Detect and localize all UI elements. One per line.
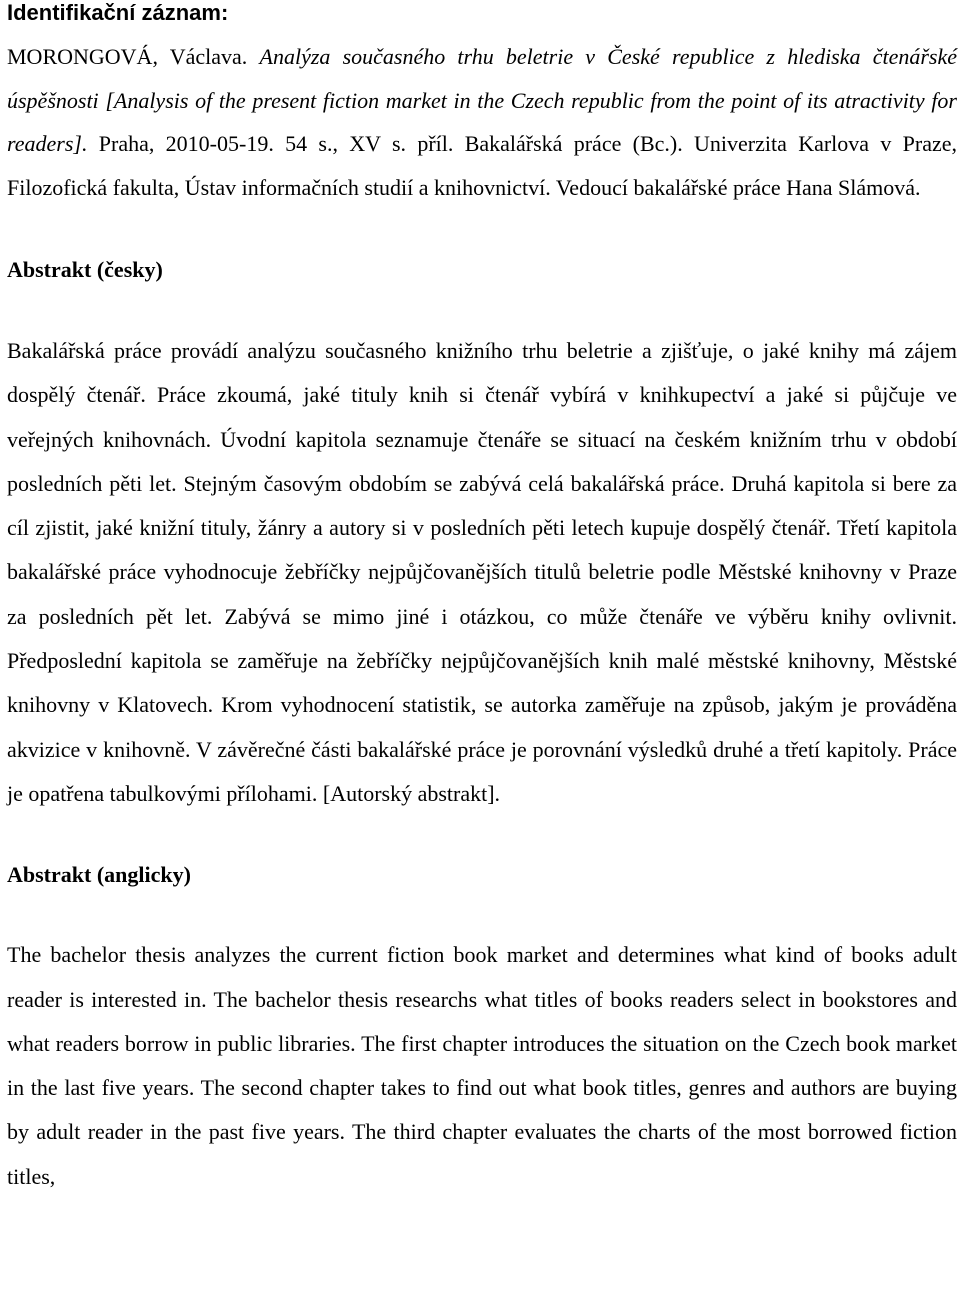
abstract-czech-title: Abstrakt (česky) xyxy=(7,257,163,282)
abstract-english-title: Abstrakt (anglicky) xyxy=(7,862,191,888)
bibliographic-record xyxy=(7,35,957,209)
abstract-english-body: The bachelor thesis analyzes the current fiction book market and determines what kind of books adult reader is interested in. The bachelor thesis researchs what titles of books readers select in bookstores and what readers borrow in public libraries. The first chapter introduces the situation on the Czech book market in the last five years. The second chapter takes to find out what book titles, genres and authors are buying by adult reader in the past five years. The third chapter evaluates the charts of the most borrowed fiction titles, xyxy=(7,942,957,1189)
record-title: Analýza současného trhu beletrie v České republice z hlediska čtenářské úspěšnosti [Analysis of the present fiction market in the Czech republic from the point of its atractivity for readers]. xyxy=(7,44,957,156)
record-details: Praha, 2010-05-19. 54 s., XV s. příl. Bakalářská práce (Bc.). Univerzita Karlova v Praze, Filozofická fakulta, Ústav informačních studií a knihovnictví. Vedoucí bakalářské práce Hana Slámová. xyxy=(7,131,958,200)
identification-heading: Identifikační záznam: xyxy=(7,0,229,25)
document-page xyxy=(7,0,957,1199)
abstract-czech-body: Bakalářská práce provádí analýzu současného knižního trhu beletrie a zjišťuje, o jaké knihy má zájem dospělý čtenář. Práce zkoumá, jaké tituly knih si čtenář vybírá v knihkupectví a jaké si půjčuje ve veřejných knihovnách. Úvodní kapitola seznamuje čtenáře se situací na českém knižním trhu v období posledních pěti let. Stejným časovým obdobím se zabývá celá bakalářská práce. Druhá kapitola si bere za cíl zjistit, jaké knižní tituly, žánry a autory si v posledních pěti letech kupuje dospělý čtenář. Třetí kapitola bakalářské práce vyhodnocuje žebříčky nejpůjčovanějších titulů beletrie podle Městské knihovny v Praze za posledních pět let. Zabývá se mimo jiné i otázkou, co může čtenáře ve výběru knihy ovlivnit. Předposlední kapitola se zaměřuje na žebříčky nejpůjčovanějších knih malé městské knihovny, Městské knihovny v Klatovech. Krom vyhodnocení statistik, se autorka zaměřuje na způsob, jakým je prováděna akvizice v knihovně. V závěrečné části bakalářské práce je porovnání výsledků druhé a třetí kapitoly. Práce je opatřena tabulkovými přílohami. [Autorský abstrakt]. xyxy=(7,338,957,806)
record-author: MORONGOVÁ, Václava. xyxy=(7,44,248,69)
